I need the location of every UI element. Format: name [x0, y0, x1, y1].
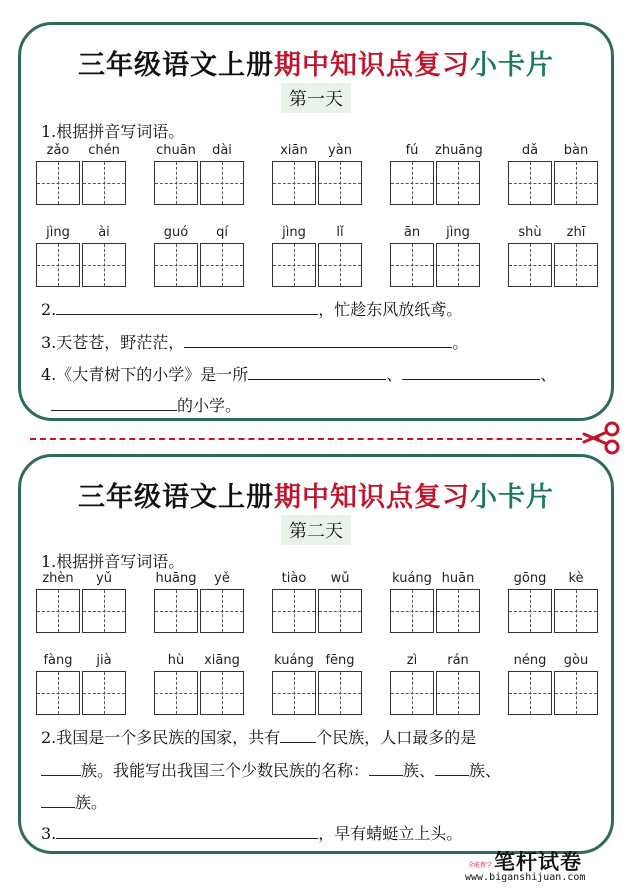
question-2-text-e: 族、	[469, 761, 502, 780]
pinyin: dài	[212, 143, 232, 158]
pinyin: lǐ	[336, 225, 344, 240]
pinyin: wǔ	[330, 571, 350, 586]
pinyin: kuáng	[274, 653, 314, 668]
pinyin: zì	[406, 653, 418, 668]
answer-blank[interactable]	[51, 394, 177, 411]
question-4-end: 的小学。	[177, 396, 242, 415]
writing-cell[interactable]	[272, 161, 316, 205]
question-3-end: 。	[452, 333, 469, 352]
question-2-text-f: 族。	[75, 793, 108, 812]
writing-cell[interactable]	[554, 589, 598, 633]
writing-cell[interactable]	[36, 243, 80, 287]
scissors-icon	[582, 420, 622, 456]
word-box	[153, 225, 249, 287]
question-2-text-b: 个民族，人口最多的是	[316, 728, 477, 747]
question-3	[41, 821, 462, 844]
pinyin: bàn	[563, 143, 589, 158]
pinyin: chén	[88, 143, 120, 158]
word-box	[153, 143, 249, 205]
writing-cell[interactable]	[390, 161, 434, 205]
word-box	[389, 571, 485, 633]
question-1-label: 1.根据拼音写词语。	[41, 122, 185, 141]
pinyin: xiān	[280, 143, 308, 158]
writing-cell[interactable]	[508, 589, 552, 633]
answer-blank[interactable]	[402, 363, 540, 380]
pinyin: chuān	[156, 143, 196, 158]
pinyin: yàn	[328, 143, 352, 158]
word-box	[271, 571, 367, 633]
pinyin: rán	[447, 653, 469, 668]
pinyin: huāng	[155, 571, 197, 586]
title-part-grade: 三年级语文上册	[78, 50, 274, 81]
pinyin: zhèn	[42, 571, 74, 586]
writing-cell[interactable]	[36, 589, 80, 633]
question-3-text: ，早有蜻蜓立上头。	[318, 824, 463, 843]
answer-blank[interactable]	[435, 759, 469, 776]
word-box	[507, 225, 603, 287]
question-2-text-d: 族、	[403, 761, 436, 780]
word-box	[507, 571, 603, 633]
writing-cell[interactable]	[154, 589, 198, 633]
answer-blank[interactable]	[369, 759, 403, 776]
pinyin: dǎ	[521, 143, 539, 158]
question-2	[41, 725, 476, 748]
pinyin-row-2	[35, 653, 603, 715]
pinyin: zhuāng	[435, 143, 483, 158]
brand-logo-text: 笔杆试卷	[494, 850, 582, 874]
writing-cell[interactable]	[318, 589, 362, 633]
answer-blank[interactable]	[248, 363, 386, 380]
word-box	[153, 571, 249, 633]
pinyin: zhī	[566, 225, 586, 240]
question-3	[41, 330, 468, 353]
writing-cell[interactable]	[272, 671, 316, 715]
word-box	[35, 653, 131, 715]
answer-blank[interactable]	[41, 759, 81, 776]
card-day-two	[18, 454, 614, 854]
separator: 、	[386, 365, 403, 384]
writing-cell[interactable]	[82, 243, 126, 287]
question-4-text: 4.《大青树下的小学》是一所	[41, 365, 249, 384]
writing-cell[interactable]	[36, 671, 80, 715]
question-2-text: ，忙趁东风放纸鸢。	[318, 300, 463, 319]
writing-cell[interactable]	[272, 243, 316, 287]
pinyin: ài	[98, 225, 110, 240]
pinyin-row-2	[35, 225, 603, 287]
writing-cell[interactable]	[318, 243, 362, 287]
writing-cell[interactable]	[508, 671, 552, 715]
word-box	[153, 653, 249, 715]
question-2-text-c: 族。我能写出我国三个少数民族的名称：	[81, 761, 370, 780]
pinyin: gōng	[513, 571, 547, 586]
pinyin: guó	[163, 225, 189, 240]
writing-cell[interactable]	[154, 243, 198, 287]
writing-cell[interactable]	[390, 671, 434, 715]
day-label: 第一天	[281, 83, 351, 113]
question-4	[41, 362, 556, 385]
question-4-cont	[51, 393, 241, 416]
card-day-one	[18, 22, 614, 421]
question-3-number: 3.	[41, 824, 57, 843]
day-label: 第二天	[281, 515, 351, 545]
word-box	[35, 571, 131, 633]
word-box	[35, 143, 131, 205]
title-part-review: 期中知识点复习	[274, 482, 470, 513]
writing-cell[interactable]	[436, 589, 480, 633]
writing-cell[interactable]	[508, 161, 552, 205]
answer-blank[interactable]	[184, 331, 452, 348]
question-2-line-2	[41, 758, 501, 781]
pinyin: yě	[214, 571, 230, 586]
writing-cell[interactable]	[390, 589, 434, 633]
question-1-label: 1.根据拼音写词语。	[41, 552, 185, 571]
card-title	[21, 43, 611, 82]
brand-logo-tagline: 全能教学	[468, 862, 493, 869]
pinyin: yǔ	[96, 571, 112, 586]
word-box	[389, 143, 485, 205]
writing-cell[interactable]	[436, 243, 480, 287]
word-box	[389, 225, 485, 287]
pinyin: shù	[518, 225, 542, 240]
card-title	[21, 475, 611, 514]
word-box	[507, 143, 603, 205]
pinyin: gòu	[563, 653, 589, 668]
writing-cell[interactable]	[318, 161, 362, 205]
writing-cell[interactable]	[200, 589, 244, 633]
question-2-line-3	[41, 790, 107, 813]
pinyin: qí	[216, 225, 228, 240]
pinyin: kè	[568, 571, 584, 586]
word-box	[507, 653, 603, 715]
pinyin: fú	[405, 143, 419, 158]
question-2-text-a: 2.我国是一个多民族的国家，共有	[41, 728, 281, 747]
pinyin: jià	[96, 653, 112, 668]
writing-cell[interactable]	[154, 671, 198, 715]
pinyin-row-1	[35, 571, 603, 633]
writing-cell[interactable]	[36, 161, 80, 205]
pinyin: néng	[513, 653, 547, 668]
pinyin-row-1	[35, 143, 603, 205]
pinyin: fàng	[43, 653, 73, 668]
writing-cell[interactable]	[436, 671, 480, 715]
answer-blank[interactable]	[280, 726, 316, 743]
word-box	[271, 143, 367, 205]
question-2	[41, 297, 462, 320]
title-part-card: 小卡片	[470, 50, 554, 81]
writing-cell[interactable]	[200, 161, 244, 205]
writing-cell[interactable]	[554, 243, 598, 287]
word-box	[271, 653, 367, 715]
pinyin: zǎo	[46, 143, 70, 158]
writing-cell[interactable]	[436, 161, 480, 205]
title-part-review: 期中知识点复习	[274, 50, 470, 81]
writing-cell[interactable]	[154, 161, 198, 205]
writing-cell[interactable]	[82, 671, 126, 715]
writing-cell[interactable]	[200, 243, 244, 287]
word-box	[271, 225, 367, 287]
writing-cell[interactable]	[82, 161, 126, 205]
pinyin: hù	[167, 653, 185, 668]
answer-blank[interactable]	[56, 298, 318, 315]
writing-cell[interactable]	[508, 243, 552, 287]
writing-cell[interactable]	[554, 161, 598, 205]
answer-blank[interactable]	[41, 791, 75, 808]
answer-blank[interactable]	[56, 822, 318, 839]
writing-cell[interactable]	[82, 589, 126, 633]
pinyin: jìng	[446, 225, 470, 240]
question-3-text: 3.天苍苍，野茫茫，	[41, 333, 185, 352]
separator: 、	[540, 365, 557, 384]
title-part-grade: 三年级语文上册	[78, 482, 274, 513]
word-box	[35, 225, 131, 287]
writing-cell[interactable]	[318, 671, 362, 715]
cut-line	[30, 438, 582, 440]
brand-url[interactable]: www.biganshijuan.com	[465, 872, 586, 883]
writing-cell[interactable]	[272, 589, 316, 633]
title-part-card: 小卡片	[470, 482, 554, 513]
pinyin: xiāng	[204, 653, 240, 668]
question-2-number: 2.	[41, 300, 57, 319]
pinyin: jìng	[46, 225, 70, 240]
pinyin: jìng	[282, 225, 306, 240]
writing-cell[interactable]	[554, 671, 598, 715]
pinyin: fēng	[325, 653, 355, 668]
writing-cell[interactable]	[200, 671, 244, 715]
word-box	[389, 653, 485, 715]
pinyin: kuáng	[392, 571, 432, 586]
writing-cell[interactable]	[390, 243, 434, 287]
pinyin: huān	[441, 571, 475, 586]
pinyin: tiào	[281, 571, 307, 586]
pinyin: ān	[403, 225, 421, 240]
